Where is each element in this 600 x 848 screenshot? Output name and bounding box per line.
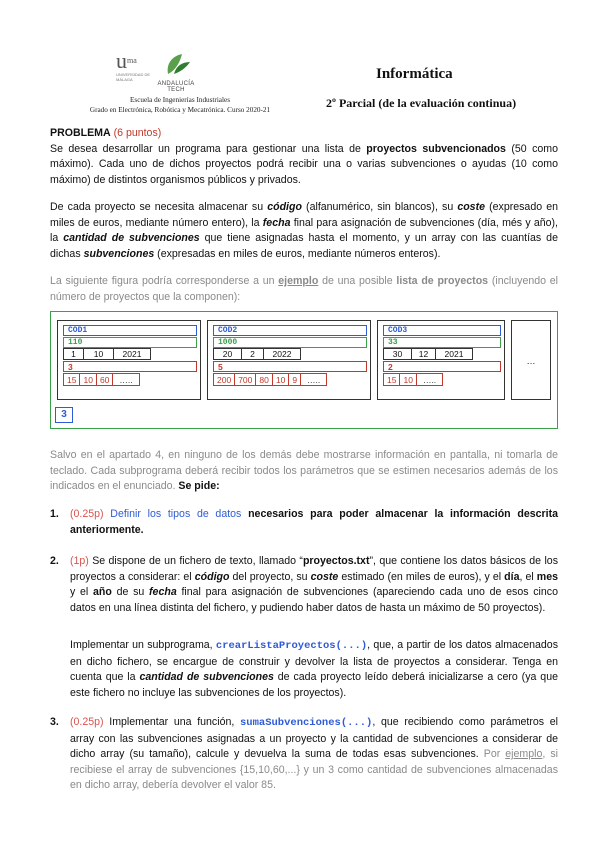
subsidy-array: 200 700 80 10 9 ….. xyxy=(213,373,327,386)
project-date: 20 2 2022 xyxy=(213,348,301,360)
project-code: COD1 xyxy=(63,325,197,336)
project-code: COD2 xyxy=(213,325,367,336)
andalucia-tech-leaf-icon xyxy=(152,52,200,76)
project-card xyxy=(207,320,371,400)
question-3: 3. (0.25p) Implementar una función, sumaSubvenciones(...), que recibiendo como parámetros el array con las subvenciones asignadas a un proyecto y la cantidad de subvenciones a considerar de dicho array (su tamaño), calcule y devuelva la suma de todas esas subvenciones. Por ejemplo, si recibiese el array de subvenciones {15,10,60,...} y un 3 como cantidad de subvenciones almacenadas en dicho array, debería devolver el valor 85. xyxy=(50,716,558,791)
subsidy-array: 15 10 60 ….. xyxy=(63,373,140,386)
project-list-figure xyxy=(50,311,558,429)
question-2-task: Implementar un subprograma, crearListaProyectos(...), que, a partir de los datos almacenados en dicho fichero, se encargue de construir y devolver la lista de proyectos a considerar. Tenga en cuenta que la cantidad de subvenciones de cada proyecto leído deberá inicializarse a cero (ya que este fichero no incluye las subvenciones de los proyectos). xyxy=(70,639,558,699)
school-info: Escuela de Ingenierías Industriales Grado en Electrónica, Robótica y Mecatrónica. Curso 2020-21 xyxy=(89,96,271,114)
question-1: 1. (0.25p) Definir los tipos de datos necesarios para poder almacenar la información descrita anteriormente. xyxy=(50,508,558,536)
problem-intro: PROBLEMA (6 puntos) Se desea desarrollar un programa para gestionar una lista de proyectos subvencionados (50 como máximo). Cada uno de dichos proyectos podrá recibir una o varias subvenciones o ayudas (10 como máximo) de distintos organismos públicos y privados. xyxy=(50,127,558,186)
project-count: 3 xyxy=(55,407,73,423)
figure-caption: La siguiente figura podría corresponderse a un ejemplo de una posible lista de proyectos (incluyendo el número de proyectos que la componen): xyxy=(50,275,559,303)
project-date: 1 10 2021 xyxy=(63,348,151,360)
exam-title: 2º Parcial (de la evaluación continua) xyxy=(326,96,517,110)
subsidy-count: 2 xyxy=(383,361,501,372)
project-cost: 110 xyxy=(63,337,197,348)
project-date: 30 12 2021 xyxy=(383,348,473,360)
project-code: COD3 xyxy=(383,325,501,336)
uma-logo: $u^{ma}$ UNIVERSIDAD DE MÁLAGA xyxy=(116,48,151,82)
project-card xyxy=(377,320,505,400)
project-cost: 1000 xyxy=(213,337,367,348)
project-cost: 33 xyxy=(383,337,501,348)
andalucia-tech-logo: ANDALUCÍA TECH xyxy=(152,52,200,86)
subsidy-array: 15 10 ….. xyxy=(383,373,443,386)
subsidy-count: 3 xyxy=(63,361,197,372)
course-title: Informática xyxy=(376,66,453,82)
subsidy-count: 5 xyxy=(213,361,367,372)
project-description: De cada proyecto se necesita almacenar su código (alfanumérico, sin blancos), su coste (expresado en miles de euros, mediante número entero), la fecha final para asignación de subvenciones (día, més y año), la cantidad de subvenciones que tiene asignadas hasta el momento, y un array con las cuantías de dichas subvenciones (expresadas en miles de euros, mediante números enteros). xyxy=(50,201,558,260)
more-projects: … xyxy=(511,320,551,400)
project-card xyxy=(57,320,201,400)
question-2: 2. (1p) Se dispone de un fichero de texto, llamado “proyectos.txt”, que contiene los datos básicos de los proyectos a considerar: el código del proyecto, su coste estimado (en miles de euros), y el día, el mes y el año de su fecha final para asignación de subvenciones (apareciendo cada uno de esos cinco datos en una línea distinta del fichero, y pudiendo haber datos de hasta un máximo de 50 proyectos). xyxy=(50,555,558,614)
general-instructions: Salvo en el apartado 4, en ninguno de los demás debe mostrarse información en pantalla, ni tomarla de teclado. Cada subprograma deberá recibir todos los parámetros que se estimen necesarios además de los indicados en el enunciado. Se pide: xyxy=(50,449,558,492)
